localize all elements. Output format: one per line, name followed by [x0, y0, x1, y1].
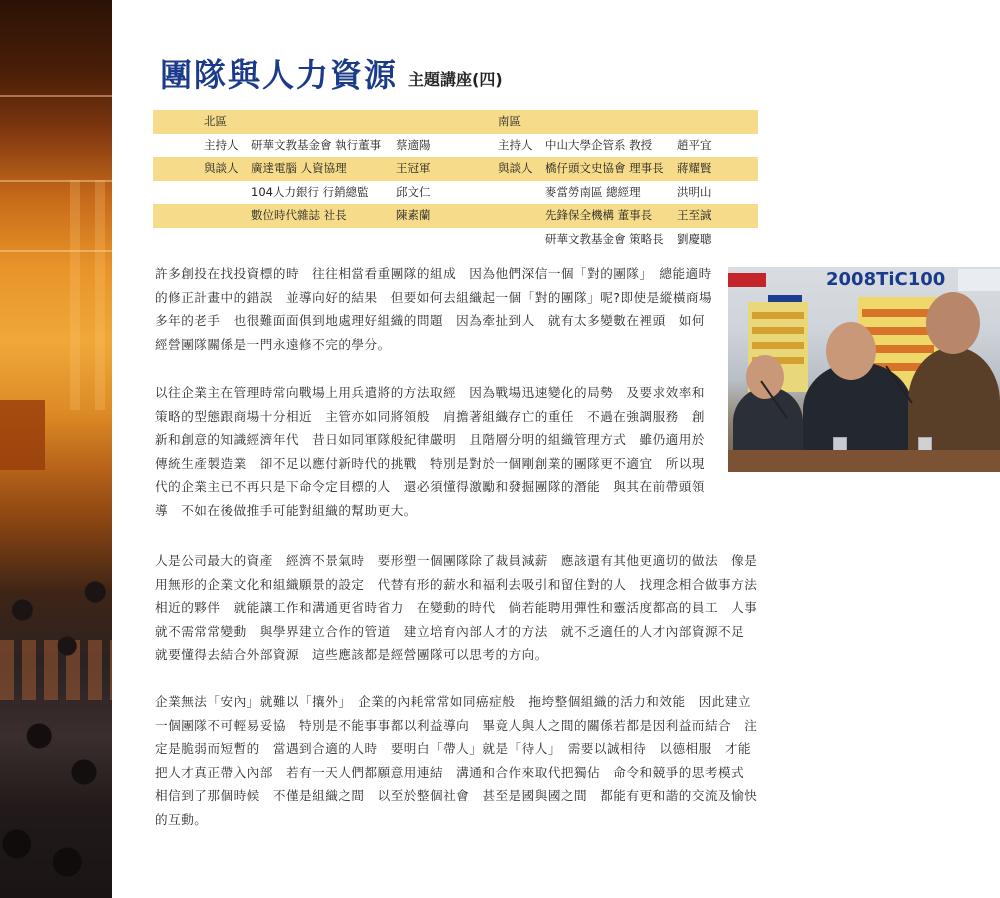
south-org: 研華文教基金會 策略長 — [545, 231, 664, 246]
roster-header-row — [153, 110, 758, 134]
photo-banner-text: 2008TiC100 — [826, 269, 946, 290]
south-name: 蔣耀賢 — [677, 161, 712, 175]
page-title — [160, 55, 503, 95]
south-org: 中山大學企管系 教授 — [545, 137, 653, 152]
roster-row — [153, 157, 758, 181]
south-role: 主持人 — [498, 137, 533, 152]
south-role: 與談人 — [498, 161, 533, 175]
south-name: 洪明山 — [677, 184, 712, 199]
north-org: 104人力銀行 行銷總監 — [251, 184, 369, 199]
south-name: 趙平宜 — [677, 137, 712, 152]
south-org: 橋仔頭文史協會 理事長 — [545, 161, 664, 175]
north-name: 邱文仁 — [396, 184, 431, 199]
north-name: 蔡適陽 — [396, 137, 431, 152]
paragraph-1: 許多創投在找投資標的時 往往相當看重團隊的組成 因為他們深信一個「對的團隊」 總能適時的修正計畫中的錯誤 並導向好的結果 但要如何去組織起一個「對的團隊」呢?即使是縱橫商場多年的老手 也很難面面俱到地處理好組織的問題 因為牽扯到人 就有太多變數在裡頭 如何經營團隊關係是一門永遠修不完的學分。 — [155, 266, 713, 352]
north-name: 陳素蘭 — [396, 208, 431, 222]
roster-row — [153, 228, 758, 252]
north-role: 主持人 — [204, 137, 239, 152]
north-name: 王冠軍 — [396, 161, 431, 175]
roster-row — [153, 181, 758, 205]
paragraph-4: 企業無法「安內」就難以「攘外」 企業的內耗常常如同癌症般 拖垮整個組織的活力和效能 因此建立一個團隊不可輕易妥協 特別是不能事事都以利益導向 畢竟人與人之間的關係若都是因利益而結合 注定是脆弱而短暫的 當遇到合適的人時 要明白「帶人」就是「待人」 需要以誠相待 以德相服 才能把人才真正帶入內部 若有一天人們都願意用連結 溝通和合作來取代把獨佔 命令和競爭的思考模式 相信到了那個時候 不僅是組織之間 以至於整個社會 甚至是國與國之間 都能有更和諧的交流及愉快的互動。 — [155, 694, 758, 827]
south-region-label: 南區 — [498, 114, 521, 128]
north-org: 研華文教基金會 執行董事 — [251, 137, 382, 152]
south-org: 先鋒保全機構 董事長 — [545, 208, 653, 222]
south-name: 王至誠 — [677, 208, 712, 222]
title-main: 團隊與人力資源 — [160, 56, 399, 94]
north-org: 廣達電腦 人資協理 — [251, 161, 347, 175]
north-org: 數位時代雜誌 社長 — [251, 208, 347, 222]
north-region-label: 北區 — [204, 114, 227, 128]
north-role: 與談人 — [204, 161, 239, 175]
title-sub: 主題講座(四) — [408, 70, 503, 89]
south-name: 劉慶聰 — [677, 231, 712, 246]
panel-discussion-photo — [728, 267, 1000, 472]
roster-row — [153, 134, 758, 158]
south-org: 麥當勞南區 總經理 — [545, 184, 641, 199]
paragraph-2: 以往企業主在管理時常向戰場上用兵遣將的方法取經 因為戰場迅速變化的局勢 及要求效率和策略的型態跟商場十分相近 主管亦如同將領般 肩擔著組織存亡的重任 不過在強調服務 創新和創意的知識經濟年代 昔日如同軍隊般紀律嚴明 且階層分明的組織管理方式 雖仍適用於傳統生產製造業 卻不足以應付新時代的挑戰 特別是對於一個剛創業的團隊更不適宜 所以現代的企業主已不再只是下命令定目標的人 還必須懂得激勵和發掘團隊的潛能 與其在前帶頭領導 不如在後做推手可能對組織的幫助更大。 — [155, 385, 705, 518]
auditorium-side-photo — [0, 0, 112, 898]
roster-row — [153, 204, 758, 228]
paragraph-3: 人是公司最大的資產 經濟不景氣時 要形塑一個團隊除了裁員減薪 應該還有其他更適切的做法 像是 用無形的企業文化和組織願景的設定 代替有形的薪水和福利去吸引和留住對的人 找理念相合做事方法相近的夥伴 就能讓工作和溝通更省時省力 在變動的時代 倘若能聘用彈性和靈活度都高的員工 人事就不需常常變動 與學界建立合作的管道 建立培育內部人才的方法 就不乏適任的人才內部資源不足 就要懂得去結合外部資源 這些應該都是經營團隊可以思考的方向。 — [155, 553, 771, 662]
speaker-roster — [153, 110, 758, 251]
